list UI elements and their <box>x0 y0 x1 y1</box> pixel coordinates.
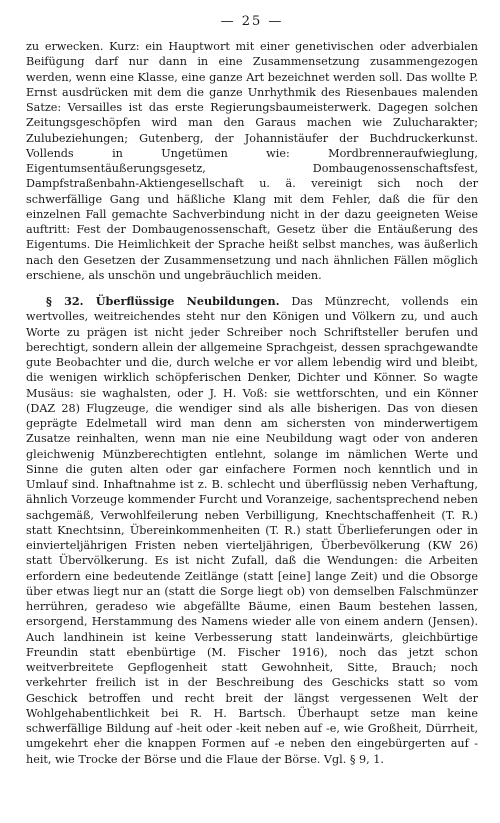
section-heading: § 32. Überflüssige Neubildungen. <box>46 294 280 308</box>
page-number: — 25 — <box>220 14 284 29</box>
body-paragraph-2 <box>26 294 478 767</box>
body-paragraph-2-text: Das Münzrecht, vollends ein wertvolles, weitreichendes steht nur den Königen und Völkern zu, und auch Worte zu prägen ist nicht jeder Schreiber noch Schriftsteller berufen und berechtigt, sondern allein der allgemeine Sprachgeist, dessen sprachgewandte gute Beobachter und die, durch welche er vor allem lebendig wird und bleibt, die wenigen wirklich schöpferischen Denker, Dichter und Könner. So wagte Musäus: sie waghalsten, oder J. H. Voß: sie wettforschten, und ein Könner (DAZ 28) Flugzeuge, die wendiger sind als alle bisherigen. Das von diesen geprägte Edelmetall wird man denn am sichersten von minderwertigem Zusatze reinhalten, wenn man nie eine Neubildung wagt oder von anderen gleichwenig Münzberechtigten entlehnt, solange im nämlichen Werte und Sinne die guten alten oder gar einfachere Formen noch kenntlich und in Umlauf sind. Inhaftnahme ist z. B. schlecht und überflüssig neben Verhaftung, ähnlich Vorzeuge kommender Furcht und Voranzeige, sachentsprechend neben sachgemäß, Verwohlfeilerung neben Verbilligung, Knechtschaffenheit (T. R.) statt Knechtsinn, Übereinkommenheiten (T. R.) statt Überlieferungen oder in einvierteljährigen Fristen neben vierteljährigen, Überbevölkerung (KW 26) statt Übervölkerung. Es ist nicht Zufall, daß die Wendungen: die Arbeiten erfordern eine bedeutende Zeitlänge (statt [eine] lange Zeit) und die Obsorge über etwas liegt nur an (statt die Sorge liegt ob) von demselben Falschmünzer herrühren, geradeso wie abgefällte Bäume, einen Baum bestehen lassen, ersorgend, Herstammung des Namens wieder alle von einem andern (Jensen). Auch landhinein ist keine Verbesserung statt landeinwärts, gleichbürtige Freundin statt ebenbürtige (M. Fischer 1916), noch das jetzt schon weitverbreitete Gepflogenheit statt Gewohnheit, Sitte, Brauch; noch verkehrter freilich ist in der Beschreibung des Geschicks statt so vom Geschick betroffen und recht breit der längst vergessenen Welt der Wohlgehabentlichkeit bei R. H. Bartsch. Überhaupt setze man keine schwerfällige Bildung auf -heit oder -keit neben auf -e, wie Großheit, Dürrheit, umgekehrt eher die knappen Formen auf -e neben den eingebürgerten auf -heit, wie Trocke der Börse und die Flaue der Börse. Vgl. § 9, 1. <box>26 295 478 766</box>
body-paragraph-1: zu erwecken. Kurz: ein Hauptwort mit einer genetivischen oder adverbialen Beifügung darf nur dann in eine Zusammensetzung zusammengezogen werden, wenn eine Klasse, eine ganze Art bezeichnet werden soll. Das wollte P. Ernst ausdrücken mit dem die ganze Unrhythmik des Riesenbaues malenden Satze: Versailles ist das erste Regierungsbaumeisterwerk. Dagegen solchen Zeitungsgeschöpfen wird man den Garaus machen wie Zulucharakter; Zulubeziehungen; Gutenberg, der Johannistäufer der Buchdruckerkunst. Vollends in Ungetümen wie: Mordbrenneraufwieglung, Eigentumsentäußerungsgesetz, Dombaugenossenschaftsfest, Dampfstraßenbahn-Aktiengesellschaft u. ä. vereinigt sich noch der schwerfällige Gang und häßliche Klang mit dem Fehler, daß die für den einzelnen Fall gemachte Sachverbindung nicht in der dazu geeigneten Weise auftritt: Fest der Dombaugenossenschaft, Gesetz über die Entäußerung des Eigentums. Die Heimlichkeit der Sprache heißt selbst manches, was äußerlich nach den Gesetzen der Zusammensetzung und nach ähnlichen Fällen möglich erschiene, als unschön und ungebräuchlich meiden. <box>26 40 478 282</box>
